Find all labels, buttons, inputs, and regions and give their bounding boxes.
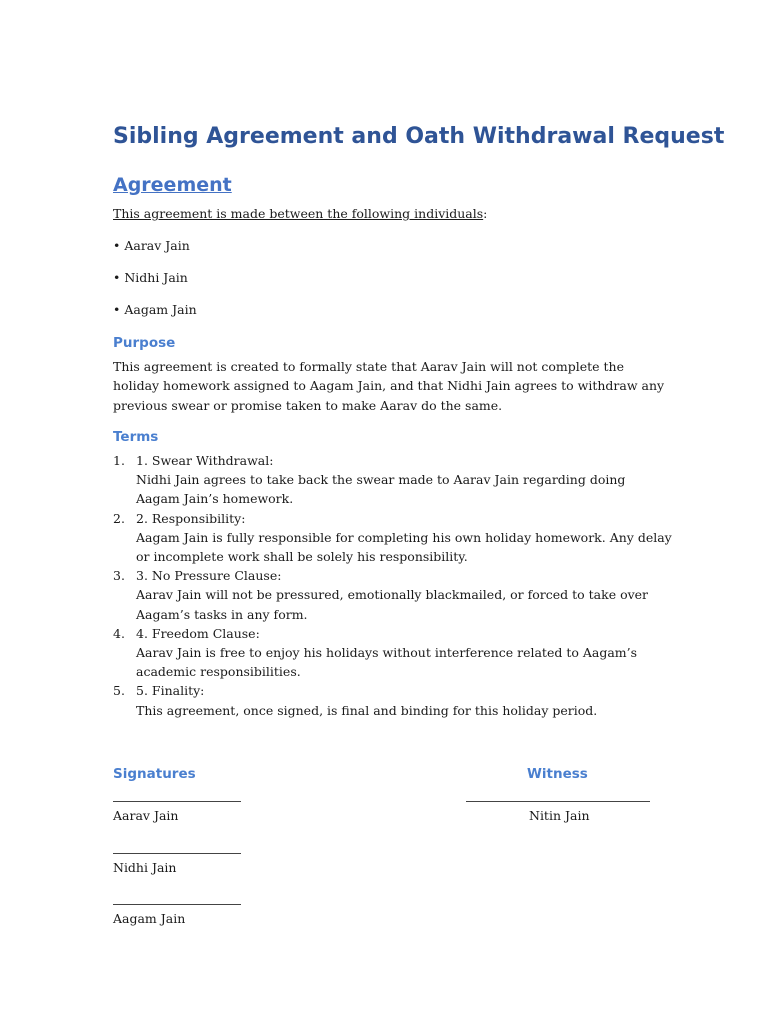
term-number: 5. — [113, 683, 125, 699]
signatures-heading: Signatures — [113, 766, 196, 782]
signature-line-witness — [466, 801, 650, 802]
terms-heading: Terms — [113, 429, 159, 445]
term-body: Nidhi Jain agrees to take back the swear made to Aarav Jain regarding doing Aagam Jain’s homework. — [136, 472, 626, 507]
term-title: 3. No Pressure Clause: — [136, 568, 282, 584]
signature-line-nidhi — [113, 853, 241, 854]
term-item — [113, 509, 693, 567]
term-number: 4. — [113, 625, 125, 641]
term-title: 4. Freedom Clause: — [136, 625, 260, 641]
term-body: Aagam Jain is fully responsible for completing his own holiday homework. Any delay or incomplete work shall be solely his responsibility. — [136, 529, 672, 565]
term-body: Aarav Jain will not be pressured, emotionally blackmailed, or forced to take over Aagam’s tasks in any form. — [136, 587, 649, 622]
term-body: This agreement, once signed, is final and binding for this holiday period. — [136, 702, 598, 718]
intro-text — [113, 206, 487, 221]
term-number: 3. — [113, 568, 125, 584]
term-item — [113, 566, 693, 624]
term-title: 5. Finality: — [136, 683, 205, 699]
party-item-aarav: • Aarav Jain — [113, 238, 190, 253]
signature-line-aagam — [113, 904, 241, 905]
terms-list — [113, 451, 693, 720]
purpose-heading: Purpose — [113, 335, 176, 351]
witness-name: Nitin Jain — [529, 808, 590, 823]
signatory-name-aarav: Aarav Jain — [113, 808, 179, 823]
signatory-name-nidhi: Nidhi Jain — [113, 860, 177, 875]
intro-colon: : — [483, 206, 488, 221]
term-title: 2. Responsibility: — [136, 510, 246, 526]
witness-heading: Witness — [527, 766, 588, 782]
signatory-name-aagam: Aagam Jain — [113, 911, 186, 926]
term-title: 1. Swear Withdrawal: — [136, 453, 274, 468]
document-title: Sibling Agreement and Oath Withdrawal Request — [113, 124, 725, 149]
party-item-aagam: • Aagam Jain — [113, 302, 197, 317]
term-item — [113, 624, 693, 682]
term-number: 2. — [113, 510, 125, 526]
term-body: Aarav Jain is free to enjoy his holidays without interference related to Aagam’s academic responsibilities. — [136, 645, 638, 680]
signature-line-aarav — [113, 801, 241, 802]
intro-text-underlined: This agreement is made between the following individuals — [113, 206, 484, 221]
term-number: 1. — [113, 453, 125, 468]
party-item-nidhi: • Nidhi Jain — [113, 270, 188, 285]
agreement-heading: Agreement — [113, 174, 232, 196]
term-item — [113, 681, 693, 719]
purpose-text: This agreement is created to formally state that Aarav Jain will not complete the holiday homework assigned to Aagam Jain, and that Nidhi Jain agrees to withdraw any previous swear or promise taken to make Aarav do the same. — [113, 359, 665, 413]
term-item — [113, 451, 693, 509]
